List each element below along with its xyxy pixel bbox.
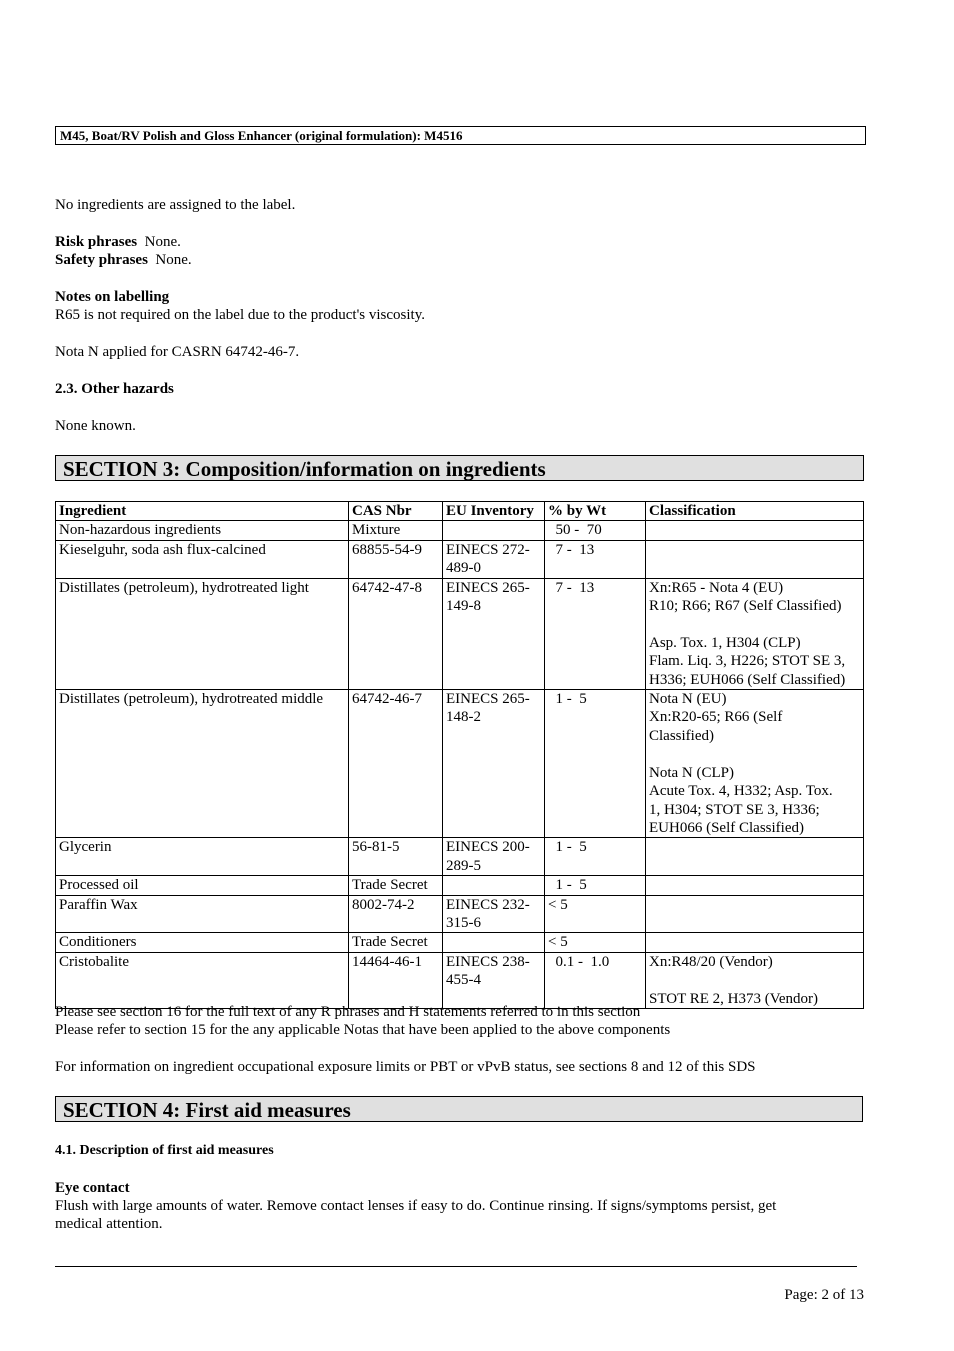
other-hazards-heading: 2.3. Other hazards (55, 381, 174, 397)
table-cell (646, 933, 864, 952)
table-cell: EINECS 265- 149-8 (443, 578, 545, 689)
table-row (56, 521, 864, 540)
table-cell (443, 933, 545, 952)
composition-table (55, 501, 864, 1009)
notes-heading: Notes on labelling (55, 289, 170, 305)
eye-contact-heading: Eye contact (55, 1180, 130, 1196)
table-row (56, 895, 864, 933)
column-header: EU Inventory (443, 502, 545, 521)
table-cell: Paraffin Wax (56, 895, 349, 933)
table-row (56, 876, 864, 895)
table-cell: EINECS 238- 455-4 (443, 952, 545, 1008)
table-row (56, 690, 864, 838)
table-cell: 14464-46-1 (349, 952, 443, 1008)
table-cell (443, 521, 545, 540)
table-row (56, 578, 864, 689)
table-cell: 7 - 13 (545, 540, 646, 578)
risk-phrases (55, 233, 181, 251)
notes-text: R65 is not required on the label due to the product's viscosity. (55, 307, 425, 323)
table-cell: 1 - 5 (545, 838, 646, 876)
table-cell (646, 838, 864, 876)
table-cell: Conditioners (56, 933, 349, 952)
table-cell: Cristobalite (56, 952, 349, 1008)
table-cell: Trade Secret (349, 933, 443, 952)
table-row (56, 952, 864, 1008)
table-cell: 64742-46-7 (349, 690, 443, 838)
table-cell: 0.1 - 1.0 (545, 952, 646, 1008)
table-cell: Xn:R48/20 (Vendor) STOT RE 2, H373 (Vendor) (646, 952, 864, 1008)
column-header: % by Wt (545, 502, 646, 521)
table-cell: Distillates (petroleum), hydrotreated light (56, 578, 349, 689)
table-cell (646, 895, 864, 933)
nota-text: Nota N applied for CASRN 64742-46-7. (55, 344, 300, 360)
table-cell (646, 876, 864, 895)
section4-title: SECTION 4: First aid measures (55, 1096, 863, 1122)
table-cell: 1 - 5 (545, 876, 646, 895)
table-cell: < 5 (545, 895, 646, 933)
table-cell (646, 521, 864, 540)
table-cell: Xn:R65 - Nota 4 (EU) R10; R66; R67 (Self Classified) Asp. Tox. 1, H304 (CLP) Flam. Liq. 3, H226; STOT SE 3, H336; EUH066 (Self Classified) (646, 578, 864, 689)
footer-rule (55, 1266, 857, 1267)
section3-note-exposure: For information on ingredient occupational exposure limits or PBT or vPvB status, see sections 8 and 12 of this SDS (55, 1059, 756, 1075)
table-cell: Non-hazardous ingredients (56, 521, 349, 540)
risk-phrases-label: Risk phrases (55, 234, 138, 250)
table-cell (443, 876, 545, 895)
section3-note-r-phrases: Please see section 16 for the full text of any R phrases and H statements referred to in this section (55, 1004, 641, 1020)
risk-phrases-value: None. (144, 234, 181, 250)
table-cell: EINECS 232- 315-6 (443, 895, 545, 933)
table-cell: 64742-47-8 (349, 578, 443, 689)
table-cell: 68855-54-9 (349, 540, 443, 578)
table-row (56, 933, 864, 952)
table-cell: Trade Secret (349, 876, 443, 895)
safety-phrases (55, 251, 192, 269)
table-cell: EINECS 200- 289-5 (443, 838, 545, 876)
table-cell: 7 - 13 (545, 578, 646, 689)
table-cell: Distillates (petroleum), hydrotreated middle (56, 690, 349, 838)
other-hazards-text: None known. (55, 418, 136, 434)
no-ingredients-text: No ingredients are assigned to the label. (55, 197, 296, 213)
table-cell: Mixture (349, 521, 443, 540)
table-cell (646, 540, 864, 578)
column-header: Classification (646, 502, 864, 521)
safety-phrases-label: Safety phrases (55, 252, 148, 268)
column-header: Ingredient (56, 502, 349, 521)
eye-contact-text-line2: medical attention. (55, 1216, 163, 1232)
column-header: CAS Nbr (349, 502, 443, 521)
table-cell: < 5 (545, 933, 646, 952)
table-cell: Processed oil (56, 876, 349, 895)
section4-sub-heading: 4.1. Description of first aid measures (55, 1143, 274, 1158)
safety-phrases-value: None. (155, 252, 192, 268)
table-cell: EINECS 272- 489-0 (443, 540, 545, 578)
section3-note-notas: Please refer to section 15 for the any applicable Notas that have been applied to the above components (55, 1022, 671, 1038)
page-number: Page: 2 of 13 (784, 1287, 864, 1303)
table-row (56, 540, 864, 578)
table-cell: 56-81-5 (349, 838, 443, 876)
table-cell: Glycerin (56, 838, 349, 876)
table-cell: Kieselguhr, soda ash flux-calcined (56, 540, 349, 578)
table-cell: EINECS 265- 148-2 (443, 690, 545, 838)
document-header: M45, Boat/RV Polish and Gloss Enhancer (original formulation): M4516 (55, 126, 866, 145)
table-cell: 1 - 5 (545, 690, 646, 838)
table-cell: 50 - 70 (545, 521, 646, 540)
table-cell: 8002-74-2 (349, 895, 443, 933)
section3-title: SECTION 3: Composition/information on ingredients (55, 455, 864, 481)
table-header-row (56, 502, 864, 521)
table-cell: Nota N (EU) Xn:R20-65; R66 (Self Classified) Nota N (CLP) Acute Tox. 4, H332; Asp. Tox. 1, H304; STOT SE 3, H336; EUH066 (Self Classified) (646, 690, 864, 838)
eye-contact-text-line1: Flush with large amounts of water. Remove contact lenses if easy to do. Continue rinsing. If signs/symptoms persist, get (55, 1198, 777, 1214)
table-row (56, 838, 864, 876)
